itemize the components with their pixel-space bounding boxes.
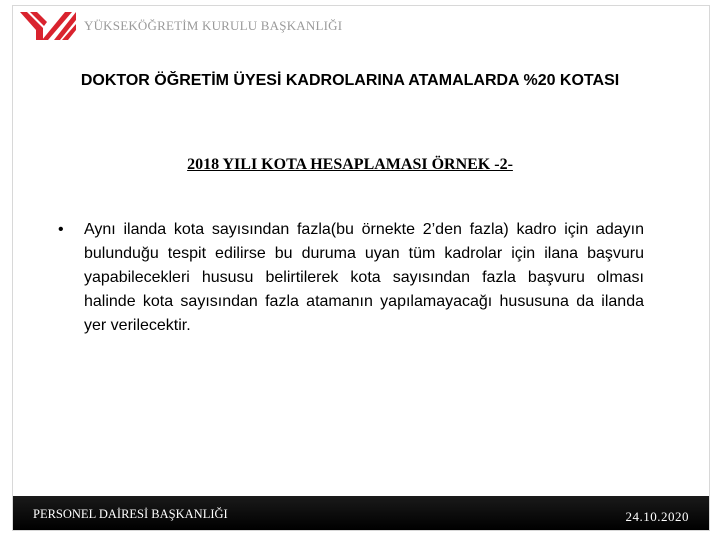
slide-title: DOKTOR ÖĞRETİM ÜYESİ KADROLARINA ATAMALARDA %20 KOTASI: [80, 72, 620, 89]
footer-bar: [13, 496, 709, 530]
bullet-list: [58, 218, 644, 338]
bullet-marker: •: [58, 221, 64, 238]
bullet-item: Aynı ilanda kota sayısından fazla(bu örnekte 2’den fazla) kadro için adayın bulunduğu tespit edilirse bu duruma uyan tüm kadrolar için ilana başvuru yapabilecekleri hususu belirtilerek kota sayısından fazla başvuru olması halinde kota sayısından fazla atamanın yapılamayacağı hususuna da ilanda yer verilecektir.: [84, 221, 644, 334]
footer-date: 24.10.2020: [625, 509, 689, 524]
yok-logo-icon: [18, 12, 76, 40]
slide-subtitle: 2018 YILI KOTA HESAPLAMASI ÖRNEK -2-: [187, 156, 513, 173]
footer-department: PERSONEL DAİRESİ BAŞKANLIĞI: [33, 507, 228, 521]
institution-name: YÜKSEKÖĞRETİM KURULU BAŞKANLIĞI: [84, 18, 343, 33]
